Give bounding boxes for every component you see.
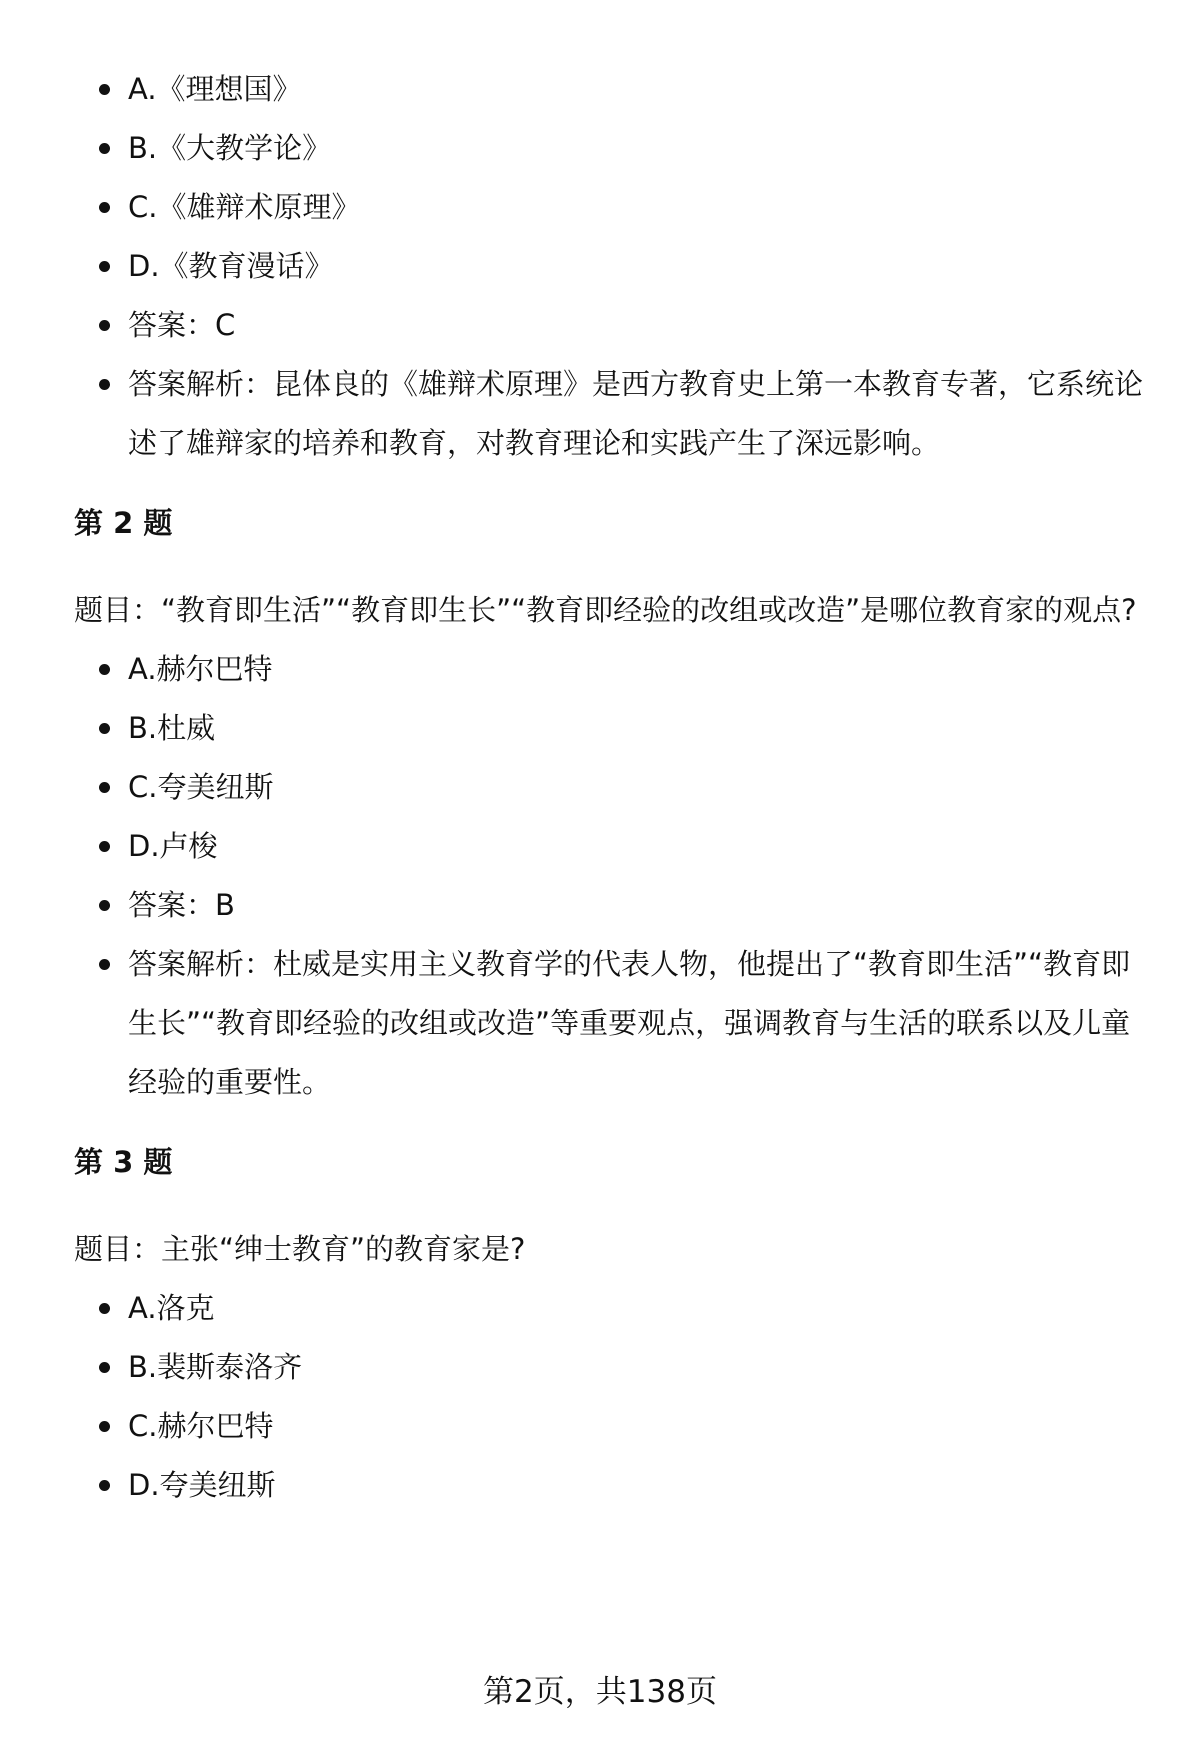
q2-answer: 答案：B bbox=[74, 876, 1154, 935]
q1-option-c: C.《雄辩术原理》 bbox=[74, 178, 1154, 237]
bullet-icon bbox=[99, 1480, 110, 1491]
q2-option-a: A.赫尔巴特 bbox=[74, 640, 1154, 699]
q3-option-c: C.赫尔巴特 bbox=[74, 1397, 1154, 1456]
bullet-icon bbox=[99, 143, 110, 154]
q3-heading: 第 3 题 bbox=[74, 1145, 173, 1179]
q1-option-b: B.《大教学论》 bbox=[74, 119, 1154, 178]
bullet-icon bbox=[99, 841, 110, 852]
q2-stem: 题目：“教育即生活”“教育即生长”“教育即经验的改组或改造”是哪位教育家的观点? bbox=[74, 593, 1137, 627]
bullet-icon bbox=[99, 202, 110, 213]
q2-option-d: D.卢梭 bbox=[74, 817, 1154, 876]
q1-option-list bbox=[74, 60, 1154, 473]
q3-option-a: A.洛克 bbox=[74, 1279, 1154, 1338]
bullet-icon bbox=[99, 379, 110, 390]
bullet-icon bbox=[99, 782, 110, 793]
bullet-icon bbox=[99, 84, 110, 95]
bullet-icon bbox=[99, 1303, 110, 1314]
page-footer: 第2页，共138页 bbox=[483, 1674, 717, 1710]
q2-option-list bbox=[74, 640, 1154, 1112]
bullet-icon bbox=[99, 723, 110, 734]
q1-explanation: 答案解析：昆体良的《雄辩术原理》是西方教育史上第一本教育专著，它系统论述了雄辩家的培养和教育，对教育理论和实践产生了深远影响。 bbox=[74, 355, 1154, 473]
q2-heading: 第 2 题 bbox=[74, 506, 173, 540]
q3-stem: 题目：主张“绅士教育”的教育家是? bbox=[74, 1232, 526, 1266]
page-content bbox=[74, 60, 1154, 1515]
q1-option-a: A.《理想国》 bbox=[74, 60, 1154, 119]
bullet-icon bbox=[99, 959, 110, 970]
bullet-icon bbox=[99, 900, 110, 911]
q2-option-b: B.杜威 bbox=[74, 699, 1154, 758]
bullet-icon bbox=[99, 261, 110, 272]
bullet-icon bbox=[99, 664, 110, 675]
q2-option-c: C.夸美纽斯 bbox=[74, 758, 1154, 817]
q3-option-b: B.裴斯泰洛齐 bbox=[74, 1338, 1154, 1397]
q1-option-d: D.《教育漫话》 bbox=[74, 237, 1154, 296]
bullet-icon bbox=[99, 1362, 110, 1373]
bullet-icon bbox=[99, 1421, 110, 1432]
q3-option-d: D.夸美纽斯 bbox=[74, 1456, 1154, 1515]
q1-answer: 答案：C bbox=[74, 296, 1154, 355]
q2-explanation: 答案解析：杜威是实用主义教育学的代表人物，他提出了“教育即生活”“教育即生长”“教育即经验的改组或改造”等重要观点，强调教育与生活的联系以及儿童经验的重要性。 bbox=[74, 935, 1154, 1112]
q3-option-list bbox=[74, 1279, 1154, 1515]
bullet-icon bbox=[99, 320, 110, 331]
